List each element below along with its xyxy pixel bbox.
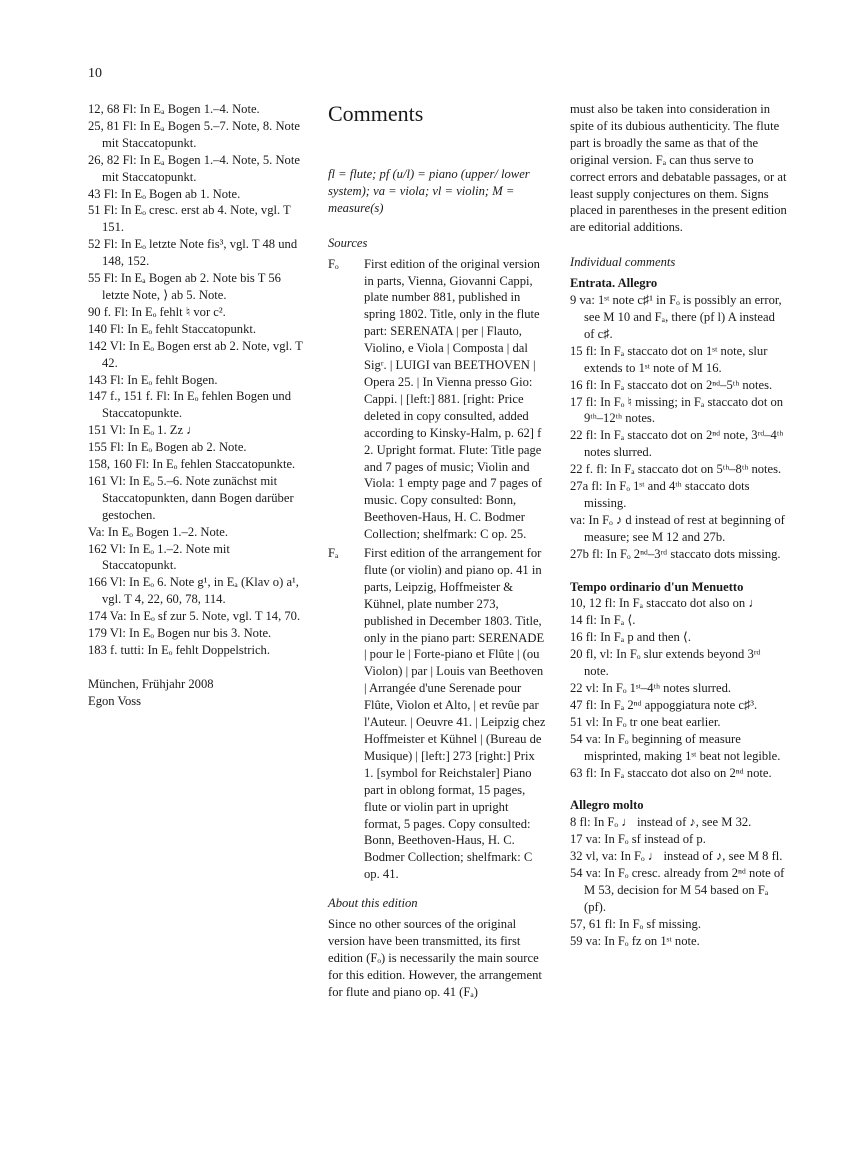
comment-entry: 17 va: In Fₒ sf instead of p. [570, 832, 706, 847]
sources-heading: Sources [328, 235, 368, 250]
comments-column [328, 101, 546, 1001]
german-note-entry: 151 Vl: In Eₒ 1. Zz ♩ [88, 423, 199, 438]
source-fo-siglum: Fₒ [328, 256, 339, 271]
abbreviations: fl = flute; pf (u/l) = piano (upper/ lower system); va = viola; vl = violin; M = measure(s) [328, 167, 530, 215]
german-note-entry: 142 Vl: In Eₒ Bogen erst ab 2. Note, vgl. T 42. [88, 338, 303, 370]
german-note-entry: 12, 68 Fl: In Eₐ Bogen 1.–4. Note. [88, 102, 260, 116]
section-allegro-molto-heading: Allegro molto [570, 798, 644, 813]
german-note-entry: 162 Vl: In Eₒ 1.–2. Note mit Staccatopunkt. [88, 541, 230, 573]
german-note-entry: 161 Vl: In Eₒ 5.–6. Note zunächst mit Staccatopunkten, dann Bogen darüber gestochen. [88, 473, 294, 522]
comment-entry: 22 vl: In Fₒ 1ˢᵗ–4ᵗʰ notes slurred. [570, 681, 732, 695]
about-text: Since no other sources of the original version have been transmitted, its first edition (Fₒ) is necessarily the main source for this edition. However, the arrangement for flute and piano op. 41 (Fₐ) [328, 917, 542, 999]
comment-entry: 54 va: In Fₒ cresc. already from 2ⁿᵈ note of M 53, decision for M 54 based on Fₐ (pf). [570, 866, 785, 914]
german-note-entry: 179 Vl: In Eₒ Bogen nur bis 3. Note. [88, 626, 272, 641]
individual-comments-heading: Individual comments [570, 255, 676, 270]
source-fa-text: First edition of the arrangement for flute (or violin) and piano op. 41 in parts, Leipzig, Hoffmeister & Kühnel, plate number 273, published in December 1803. Title, only in the piano part: SERENADE | pour le | Forte-piano et Flûte | (ou Violon) | par | Louis van Beethoven | Arrangée d'une Serenade pour Flûte, Violon et Alto, | et revûe par l'Auteur. | Oeuvre 41. | Leipzig chez Hoffmeister et Kühnel | (Bureau de Musique) | [left:] 273 [right:] Prix 1. [symbol for Reichstaler] Piano part in oblong format, 15 pages, flute or violin part in upright format, 5 pages. Copy consulted: Bonn, Beethoven-Haus, H. C. Bodmer Collection; shelfmark: C op. 41. [364, 546, 546, 882]
comment-entry: 63 fl: In Fₐ staccato dot also on 2ⁿᵈ note. [570, 765, 772, 780]
comment-entry: 16 fl: In Fₐ p and then ⟨. [570, 630, 691, 645]
comment-entry: 16 fl: In Fₐ staccato dot on 2ⁿᵈ–5ᵗʰ notes. [570, 377, 773, 392]
page-title: Comments [328, 101, 424, 126]
german-note-entry: 174 Va: In Eₒ sf zur 5. Note, vgl. T 14, 70. [88, 609, 301, 624]
german-notes-list [88, 101, 306, 659]
german-note-entry: 140 Fl: In Eₒ fehlt Staccatopunkt. [88, 321, 257, 336]
about-heading: About this edition [328, 896, 418, 911]
german-note-entry: 52 Fl: In Eₒ letzte Note fis³, vgl. T 48 und 148, 152. [88, 237, 298, 269]
german-note-entry: 158, 160 Fl: In Eₒ fehlen Staccatopunkte. [88, 457, 296, 472]
german-note-entry: 90 f. Fl: In Eₒ fehlt ♮ vor c². [88, 304, 226, 319]
german-note-entry: 147 f., 151 f. Fl: In Eₒ fehlen Bogen und Staccatopunkte. [88, 389, 292, 421]
comment-entry: 20 fl, vl: In Fₒ slur extends beyond 3ʳᵈ note. [570, 647, 761, 679]
section-entrata-list [570, 292, 788, 563]
comment-entry: 8 fl: In Fₒ ♩ instead of ♪, see M 32. [570, 815, 752, 830]
german-note-entry: 155 Fl: In Eₒ Bogen ab 2. Note. [88, 440, 247, 455]
comment-entry: 27a fl: In Fₒ 1ˢᵗ and 4ᵗʰ staccato dots missing. [570, 479, 750, 510]
comment-entry: 57, 61 fl: In Fₒ sf missing. [570, 916, 701, 931]
german-note-entry: 143 Fl: In Eₒ fehlt Bogen. [88, 372, 218, 387]
comment-entry: 15 fl: In Fₐ staccato dot on 1ˢᵗ note, slur extends to 1ˢᵗ note of M 16. [570, 343, 768, 375]
comment-entry: 32 vl, va: In Fₒ ♩ instead of ♪, see M 8 fl. [570, 849, 783, 864]
german-note-entry: 43 Fl: In Eₒ Bogen ab 1. Note. [88, 186, 241, 201]
german-note-entry: Va: In Eₒ Bogen 1.–2. Note. [88, 524, 229, 539]
comment-entry: 27b fl: In Fₒ 2ⁿᵈ–3ʳᵈ staccato dots missing. [570, 546, 781, 561]
german-note-entry: 183 f. tutti: In Eₒ fehlt Doppelstrich. [88, 643, 271, 657]
comment-entry: 22 f. fl: In Fₐ staccato dot on 5ᵗʰ–8ᵗʰ notes. [570, 462, 782, 477]
intro-text: must also be taken into consideration in spite of its dubious authenticity. The flute part is broadly the same as that of the original version. Fₐ can thus serve to correct errors and debatable passages, or at least supply conjectures on them. Signs placed in parentheses in the present edition are editorial additions. [570, 102, 787, 235]
source-fo-text: First edition of the original version in parts, Vienna, Giovanni Cappi, plate number 881, published in spring 1802. Title, only in the flute part: SERENATA | per | Flauto, Violino, e Viola | Composta | dal Sigʳ. | LUIGI van BEETHOVEN | Opera 25. | In Vienna presso Gio: Cappi. | [left:] 881. [right: Price deleted in copy consulted, added according to Kinsky-Halm, p. 62] f 2. Upright format. Flute: Title page and 7 pages of music; Violin and Viola: 1 empty page and 7 pages of music. Copy consulted: Bonn, Beethoven-Haus, H. C. Bodmer Collection; shelfmark: C op. 25. [364, 256, 542, 542]
section-menuetto-list [570, 595, 788, 781]
comment-entry: 17 fl: In Fₒ ♮ missing; in Fₐ staccato dot on 9ᵗʰ–12ᵗʰ notes. [570, 394, 784, 426]
individual-comments-column [570, 101, 788, 950]
comment-entry: 14 fl: In Fₐ ⟨. [570, 613, 636, 628]
german-note-entry: 55 Fl: In Eₐ Bogen ab 2. Note bis T 56 letzte Note, ⟩ ab 5. Note. [88, 271, 281, 302]
source-fo [328, 256, 546, 543]
german-note-entry: 51 Fl: In Eₒ cresc. erst ab 4. Note, vgl. T 151. [88, 203, 291, 235]
comment-entry: 54 va: In Fₒ beginning of measure misprinted, making 1ˢᵗ beat not legible. [570, 731, 781, 763]
comment-entry: 10, 12 fl: In Fₐ staccato dot also on ♩ [570, 596, 761, 611]
section-entrata-heading: Entrata. Allegro [570, 276, 658, 291]
section-menuetto-heading: Tempo ordinario d'un Menuetto [570, 579, 744, 594]
signature-place: München, Frühjahr 2008 [88, 676, 214, 691]
comment-entry: va: In Fₒ ♪ d instead of rest at beginning of measure; see M 12 and 27b. [570, 512, 785, 544]
comment-entry: 22 fl: In Fₐ staccato dot on 2ⁿᵈ note, 3ʳᵈ–4ᵗʰ notes slurred. [570, 428, 784, 460]
comment-entry: 9 va: 1ˢᵗ note c♯¹ in Fₒ is possibly an error, see M 10 and Fₐ, there (pf l) A instead of c♯. [570, 293, 782, 341]
comment-entry: 51 vl: In Fₒ tr one beat earlier. [570, 714, 721, 729]
signature-name: Egon Voss [88, 693, 142, 708]
german-notes-column [88, 101, 306, 710]
source-fa-siglum: Fₐ [328, 546, 339, 561]
page-number: 10 [88, 66, 102, 81]
comment-entry: 47 fl: In Fₐ 2ⁿᵈ appoggiatura note c♯³. [570, 697, 758, 712]
source-fa [328, 545, 546, 883]
german-note-entry: 26, 82 Fl: In Eₐ Bogen 1.–4. Note, 5. Note mit Staccatopunkt. [88, 152, 300, 184]
section-allegro-molto-list [570, 814, 788, 949]
comment-entry: 59 va: In Fₒ fz on 1ˢᵗ note. [570, 933, 700, 948]
german-note-entry: 25, 81 Fl: In Eₐ Bogen 5.–7. Note, 8. Note mit Staccatopunkt. [88, 118, 300, 150]
german-note-entry: 166 Vl: In Eₒ 6. Note g¹, in Eₐ (Klav o) a¹, vgl. T 4, 22, 60, 78, 114. [88, 575, 299, 607]
